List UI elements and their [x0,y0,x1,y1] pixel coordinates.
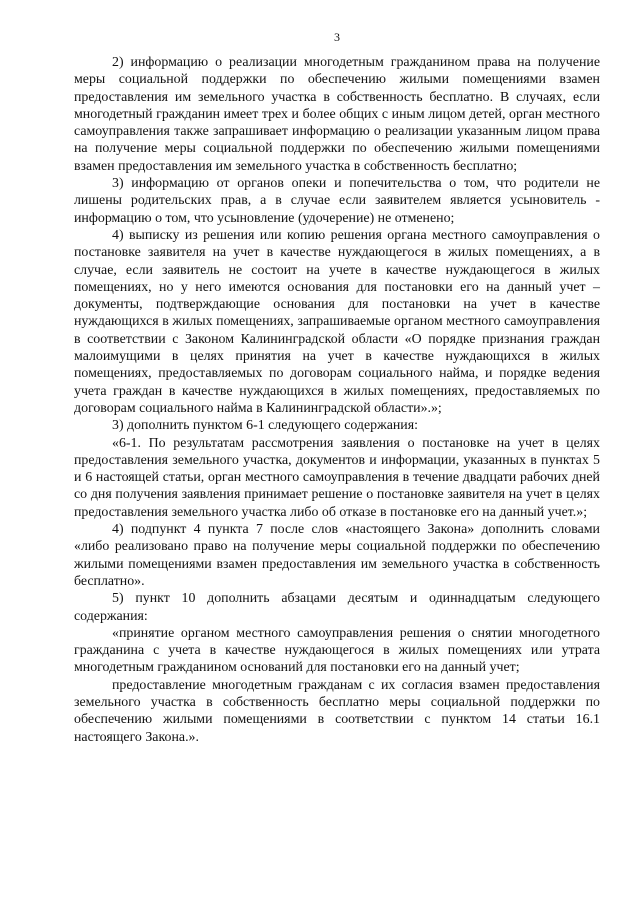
paragraph-amendment-4-subpoint-4: 4) подпункт 4 пункта 7 после слов «настоящего Закона» дополнить словами «либо реализовано право на получение меры социальной поддержки по обеспечению жилыми помещениями взамен предоставления им земельного участка в собственность бесплатно». [74,522,600,589]
page-number: 3 [334,30,340,44]
paragraph-item-4-registration-extract: 4) выписку из решения или копию решения органа местного самоуправления о постановке заявителя на учет в качестве нуждающегося в жилых помещениях, а в случае, если заявитель не состоит на учете в качестве нуждающегося в жилых помещениях, но у него имеются основания для постановки его на данный учет – документы, подтверждающие основания для постановки на учет в качестве нуждающихся в жилых помещениях, запрашиваемые органом местного самоуправления в соответствии с Законом Калининградской области «О порядке признания граждан малоимущими в целях принятия на учет в качестве нуждающихся в жилых помещениях, предоставляемых по договорам социального найма, и порядке ведения учета граждан в качестве нуждающихся в жилых помещениях, предоставляемых по договорам социального найма в Калининградской области».»; [74,227,600,416]
paragraph-point-6-1-text: «6-1. По результатам рассмотрения заявления о постановке на учет в целях предоставления земельного участка, документов и информации, указанных в пунктах 5 и 6 настоящей статьи, орган местного самоуправления в течение двадцати рабочих дней со дня получения заявления принимает решение о постановке заявителя на учет в целях предоставления земельного участка либо об отказе в постановке его на данный учет.»; [74,435,600,520]
document-page [74,30,600,746]
paragraph-amendment-5-point-10: 5) пункт 10 дополнить абзацами десятым и одиннадцатым следующего содержания: [74,591,600,624]
paragraph-item-3-guardianship-info: 3) информацию от органов опеки и попечительства о том, что родители не лишены родительских прав, а в случае если заявителем является усыновитель - информацию о том, что усыновление (удочерение) не отменено; [74,176,600,226]
paragraph-abzac-11: предоставление многодетным гражданам с их согласия взамен предоставления земельного участка в собственность бесплатно меры социальной поддержки по обеспечению жилыми помещениями в соответствии с пунктом 14 статьи 16.1 настоящего Закона.». [74,677,600,745]
paragraph-abzac-10: «принятие органом местного самоуправления решения о снятии многодетного гражданина с учета в качестве нуждающегося в жилых помещениях или утрата многодетным гражданином оснований для постановки его на данный учет; [74,625,600,676]
paragraph-amendment-3-add-point-6-1: 3) дополнить пунктом 6-1 следующего содержания: [112,418,418,434]
paragraph-item-2-info-realization: 2) информацию о реализации многодетным гражданином права на получение меры социальной поддержки по обеспечению жилыми помещениями взамен предоставления им земельного участка в собственность бесплатно. В случаях, если многодетный гражданин имеет трех и более общих с иным лицом детей, орган местного самоуправления также запрашивает информацию о реализации указанным лицом права на получение меры социальной поддержки по обеспечению жилыми помещениями взамен предоставления им земельного участка в собственность бесплатно; [74,55,600,174]
